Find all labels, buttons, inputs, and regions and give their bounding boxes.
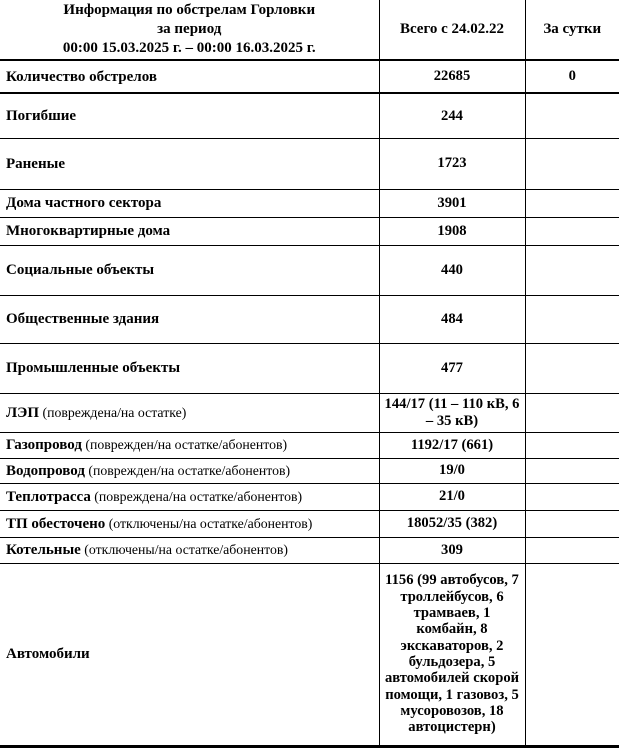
table-row <box>0 393 619 432</box>
row-daily-value <box>525 93 619 138</box>
row-total-value: 309 <box>379 537 525 563</box>
row-total-value: 21/0 <box>379 483 525 510</box>
row-label-cell <box>0 138 379 189</box>
row-label-cell <box>0 510 379 537</box>
table-row <box>0 483 619 510</box>
row-label: ЛЭП <box>6 404 40 421</box>
header-title-line-3: 00:00 15.03.2025 г. – 00:00 16.03.2025 г. <box>62 40 316 56</box>
table-row <box>0 458 619 483</box>
row-daily-value <box>525 217 619 245</box>
row-total-value: 19/0 <box>379 458 525 483</box>
row-label: Газопровод <box>6 437 82 453</box>
row-label-cell <box>0 393 379 432</box>
row-daily-value <box>525 563 619 746</box>
row-label: Дома частного сектора <box>6 195 162 211</box>
header-period-cell <box>0 0 379 60</box>
header-total-column: Всего с 24.02.22 <box>379 0 525 60</box>
row-label: Раненые <box>6 155 65 172</box>
row-label: Социальные объекты <box>6 262 155 278</box>
row-total-value: 3901 <box>379 189 525 217</box>
table-row <box>0 189 619 217</box>
table-row <box>0 432 619 458</box>
row-daily-value <box>525 343 619 393</box>
row-total-value: 244 <box>379 93 525 138</box>
row-note: (повреждена/на остатке/абонентов) <box>90 488 303 504</box>
row-total-value: 1156 (99 автобусов, 7 троллейбусов, 6 трамваев, 1 комбайн, 8 экскаваторов, 2 бульдозера, 5 автомобилей скорой помощи, 1 газовоз, 5 мусоровозов, 18 автоцистерн) <box>379 563 525 746</box>
row-total-value: 1723 <box>379 138 525 189</box>
row-label-cell <box>0 245 379 295</box>
row-total-value: 22685 <box>379 60 525 93</box>
table-body <box>0 60 619 746</box>
header-title-line-1: Информация по обстрелам Горловки <box>63 2 316 18</box>
row-label-cell <box>0 458 379 483</box>
table-row <box>0 138 619 189</box>
row-daily-value <box>525 432 619 458</box>
row-label-cell <box>0 295 379 343</box>
table-row <box>0 563 619 746</box>
row-label: Промышленные объекты <box>6 360 181 376</box>
row-label-cell <box>0 483 379 510</box>
table-row <box>0 343 619 393</box>
row-label-cell <box>0 189 379 217</box>
row-daily-value <box>525 483 619 510</box>
row-total-value: 1192/17 (661) <box>379 432 525 458</box>
table-row <box>0 245 619 295</box>
row-label-cell <box>0 432 379 458</box>
row-label-cell <box>0 60 379 93</box>
table-row <box>0 537 619 563</box>
row-note: (поврежден/на остатке/абонентов) <box>84 462 291 478</box>
row-daily-value <box>525 393 619 432</box>
table-row <box>0 93 619 138</box>
table-row <box>0 510 619 537</box>
row-note: (поврежден/на остатке/абонентов) <box>81 437 288 452</box>
row-note: (отключены/на остатке/абонентов) <box>105 515 313 531</box>
row-label: Общественные здания <box>6 311 160 327</box>
row-label: Погибшие <box>6 107 77 124</box>
header-title-line-2: за период <box>157 21 222 37</box>
header-daily-column: За сутки <box>525 0 619 60</box>
row-label: ТП обесточено <box>6 515 106 532</box>
row-label-cell <box>0 217 379 245</box>
table-row <box>0 217 619 245</box>
row-daily-value <box>525 189 619 217</box>
row-label: Количество обстрелов <box>6 68 157 85</box>
row-label: Теплотрасса <box>6 488 91 505</box>
row-label: Водопровод <box>6 462 85 479</box>
row-total-value: 477 <box>379 343 525 393</box>
row-daily-value: 0 <box>525 60 619 93</box>
table-row <box>0 60 619 93</box>
row-daily-value <box>525 458 619 483</box>
row-label-cell <box>0 563 379 746</box>
row-note: (повреждена/на остатке) <box>39 404 187 420</box>
row-total-value: 144/17 (11 – 110 кВ, 6 – 35 кВ) <box>379 393 525 432</box>
row-total-value: 1908 <box>379 217 525 245</box>
row-daily-value <box>525 537 619 563</box>
row-label: Автомобили <box>6 646 90 662</box>
row-label: Котельные <box>6 542 81 558</box>
row-label-cell <box>0 93 379 138</box>
row-daily-value <box>525 295 619 343</box>
header-row <box>0 0 619 60</box>
row-daily-value <box>525 510 619 537</box>
table-row <box>0 295 619 343</box>
row-label-cell <box>0 537 379 563</box>
row-label: Многоквартирные дома <box>6 223 171 239</box>
row-total-value: 440 <box>379 245 525 295</box>
row-daily-value <box>525 138 619 189</box>
row-total-value: 18052/35 (382) <box>379 510 525 537</box>
row-total-value: 484 <box>379 295 525 343</box>
row-label-cell <box>0 343 379 393</box>
row-note: (отключены/на остатке/абонентов) <box>80 542 288 557</box>
row-daily-value <box>525 245 619 295</box>
